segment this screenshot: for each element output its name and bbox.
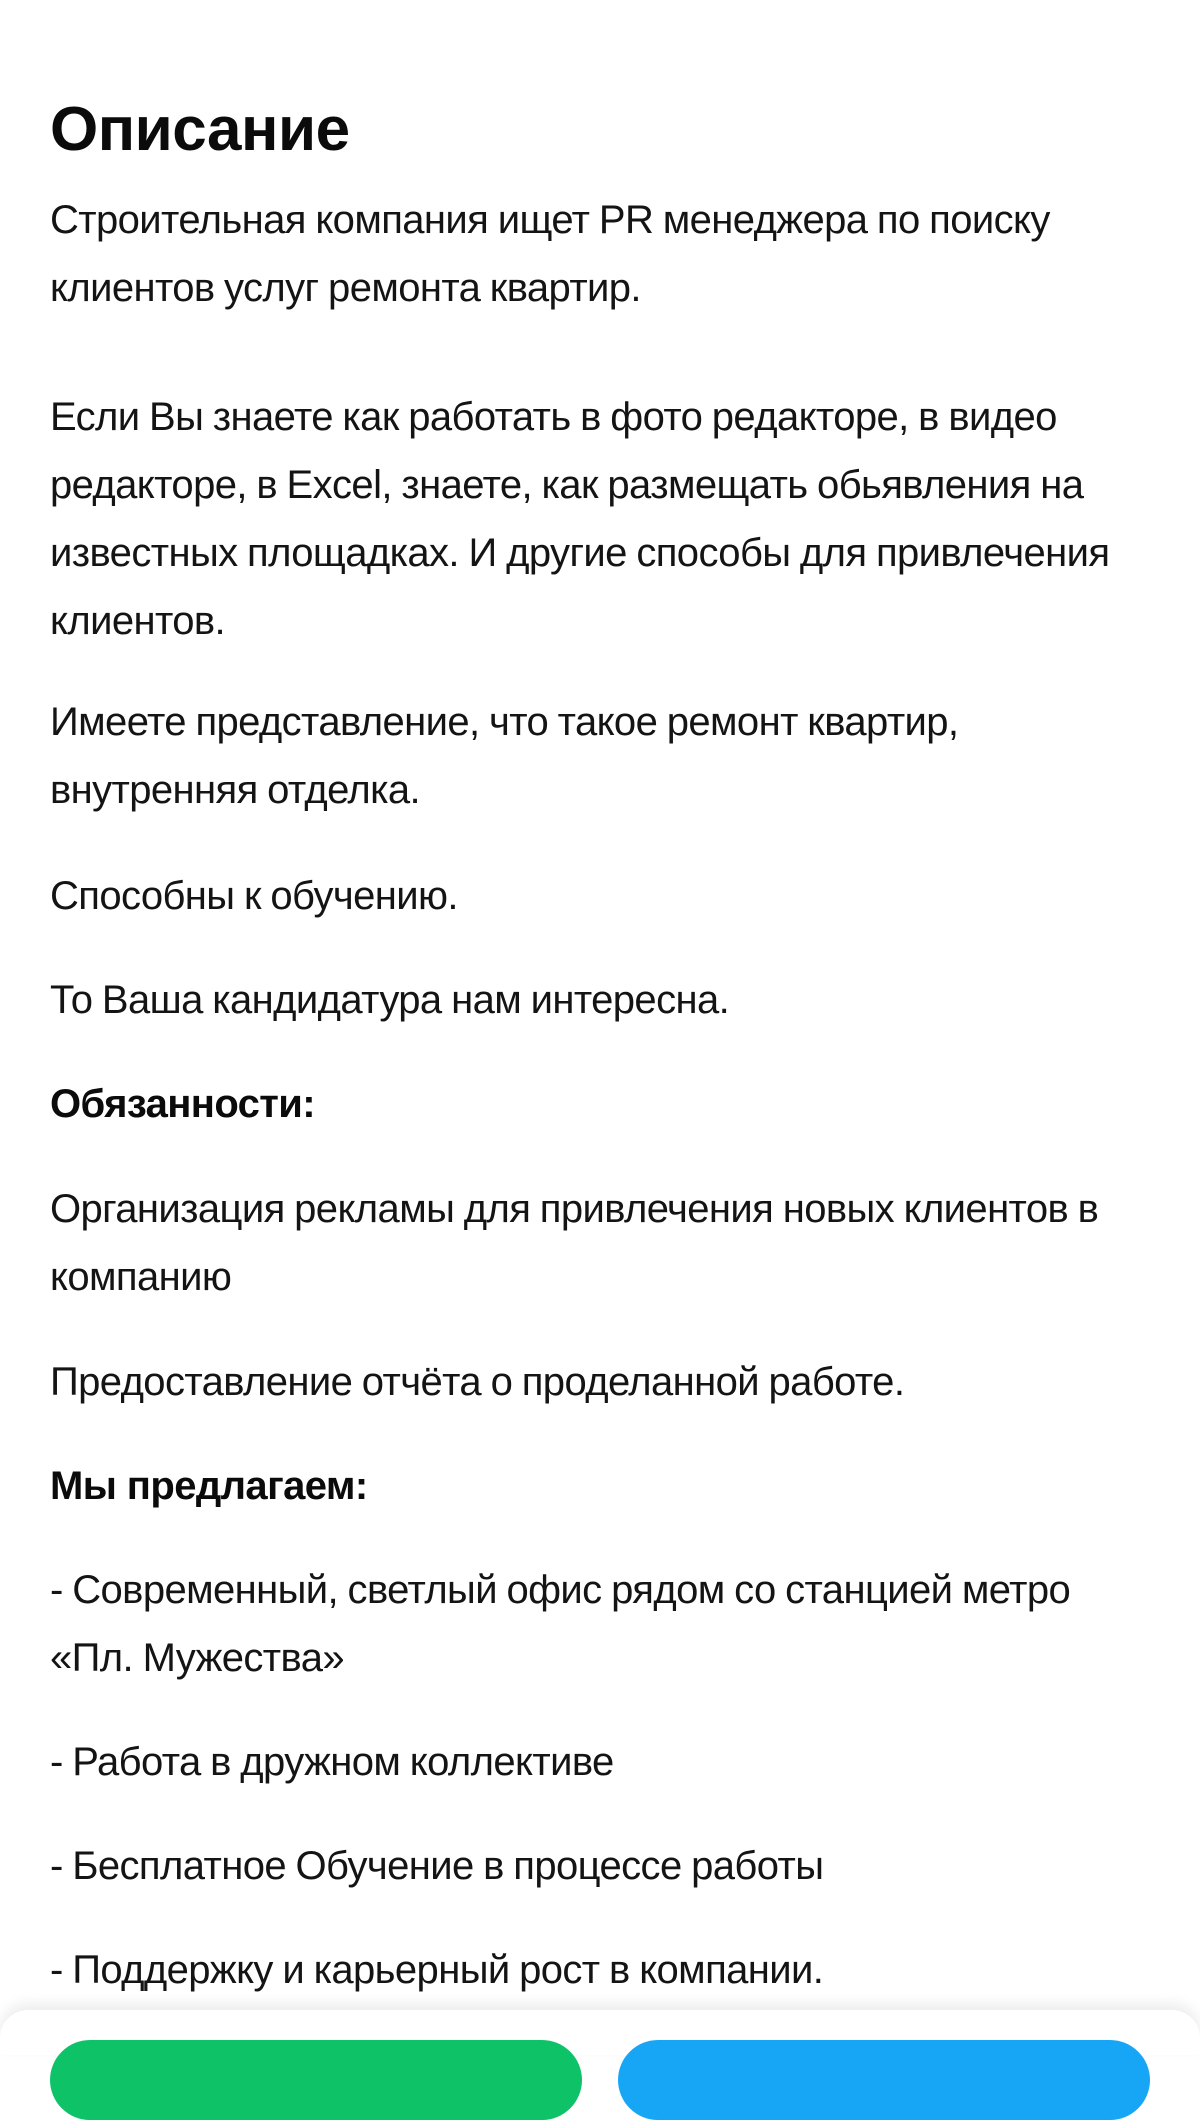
- offer-item: - Бесплатное Обучение в процессе работы: [50, 1844, 824, 1888]
- primary-action-button[interactable]: [50, 2040, 582, 2120]
- offer-item: - Поддержку и карьерный рост в компании.: [50, 1948, 824, 1992]
- page-title: Описание: [50, 95, 350, 164]
- offer-item: - Работа в дружном коллективе: [50, 1740, 614, 1784]
- duties-item: Предоставление отчёта о проделанной работе.: [50, 1360, 905, 1404]
- offer-item: - Современный, светлый офис рядом со станцией метро «Пл. Мужества»: [50, 1568, 1071, 1680]
- description-paragraph: Строительная компания ищет PR менеджера по поиску клиентов услуг ремонта квартир.: [50, 198, 1050, 310]
- duties-heading: Обязанности:: [50, 1082, 316, 1126]
- description-paragraph: Способны к обучению.: [50, 874, 458, 918]
- description-paragraph: Если Вы знаете как работать в фото редакторе, в видео редакторе, в Excel, знаете, как размещать обьявления на известных площадках. И другие способы для привлечения клиентов.: [50, 395, 1110, 643]
- duties-item: Организация рекламы для привлечения новых клиентов в компанию: [50, 1187, 1099, 1299]
- description-paragraph: То Ваша кандидатура нам интересна.: [50, 978, 730, 1022]
- secondary-action-button[interactable]: [618, 2040, 1150, 2120]
- offer-heading: Мы предлагаем:: [50, 1464, 368, 1508]
- description-paragraph: Имеете представление, что такое ремонт квартир, внутренняя отделка.: [50, 700, 959, 812]
